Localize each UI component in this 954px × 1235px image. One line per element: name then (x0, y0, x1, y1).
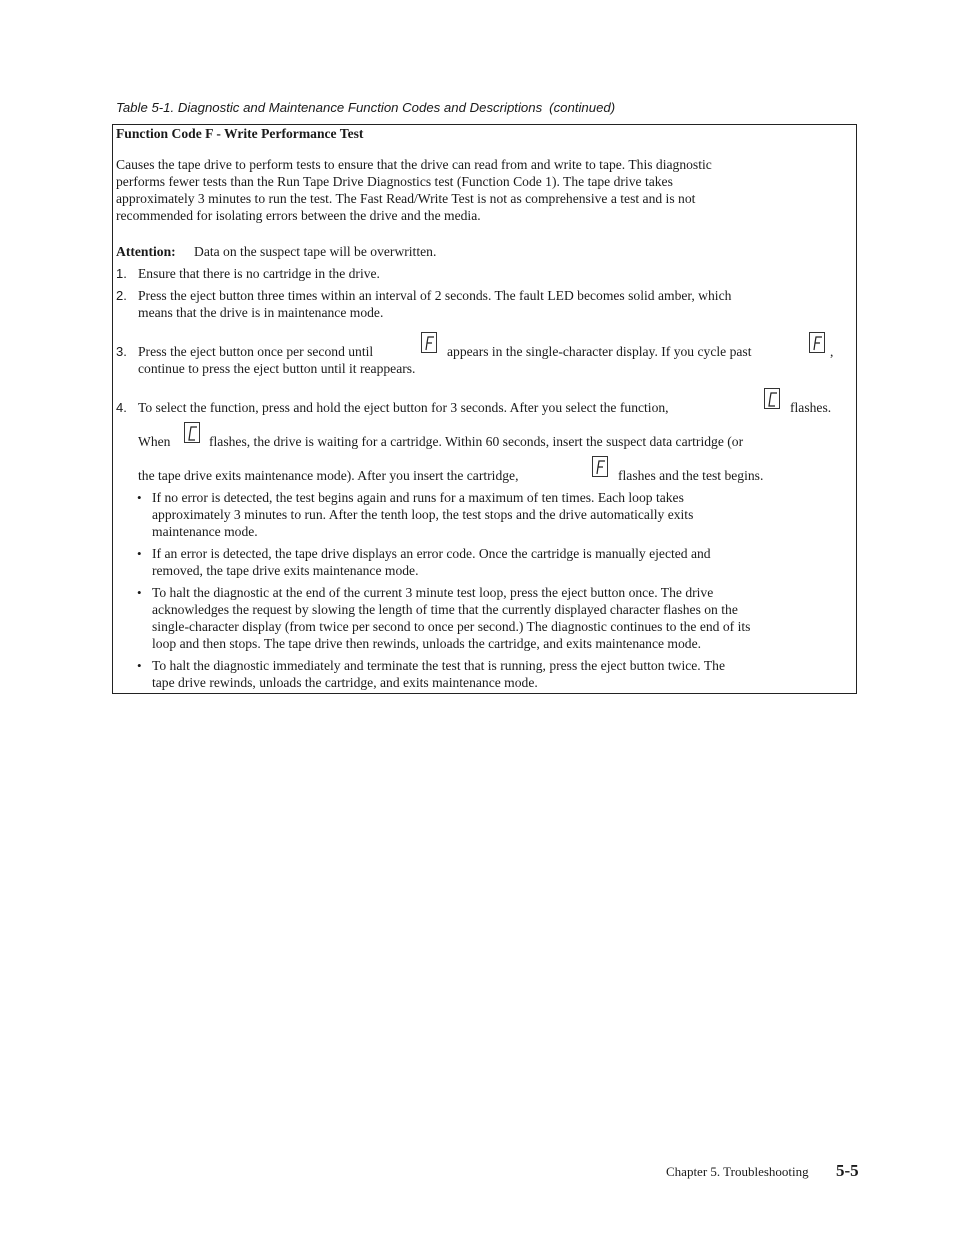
display-f-icon (421, 332, 437, 353)
step-number: 1. (116, 266, 127, 281)
bullet-text: loop and then stops. The tape drive then rewinds, unloads the cartridge, and exits maintenance mode. (152, 636, 702, 651)
step-text: When (138, 434, 171, 449)
caption-label: Table 5-1. Diagnostic and Maintenance Function Codes and Descriptions (116, 100, 543, 115)
intro-line: performs fewer tests than the Run Tape Drive Diagnostics test (Function Code 1). The tape drive takes (116, 174, 673, 189)
step-text: appears in the single-character display. If you cycle past (447, 344, 752, 359)
step-number: 4. (116, 400, 127, 415)
display-f-icon (592, 456, 608, 477)
intro-line: recommended for isolating errors between the drive and the media. (116, 208, 481, 223)
bullet-mark: • (137, 546, 142, 561)
caption-continued: (continued) (549, 100, 616, 115)
bullet-mark: • (137, 490, 142, 505)
bullet-text: removed, the tape drive exits maintenance mode. (152, 563, 419, 578)
step-text: continue to press the eject button until it reappears. (138, 361, 416, 376)
bullet-text: To halt the diagnostic at the end of the current 3 minute test loop, press the eject button once. The drive (152, 585, 714, 600)
step-number: 3. (116, 344, 127, 359)
bullet-mark: • (137, 658, 142, 673)
attention-text: Data on the suspect tape will be overwritten. (194, 244, 437, 259)
step-text: Press the eject button three times within an interval of 2 seconds. The fault LED becomes solid amber, which (138, 288, 732, 303)
step-text: flashes, the drive is waiting for a cartridge. Within 60 seconds, insert the suspect data cartridge (or (209, 434, 744, 449)
intro-line: Causes the tape drive to perform tests to ensure that the drive can read from and write to tape. This diagnostic (116, 157, 712, 172)
display-c-icon (764, 388, 780, 409)
bullet-mark: • (137, 585, 142, 600)
bullet-text: approximately 3 minutes to run. After the tenth loop, the test stops and the drive automatically exits (152, 507, 694, 522)
step-text: the tape drive exits maintenance mode). After you insert the cartridge, (138, 468, 519, 483)
bullet-text: acknowledges the request by slowing the length of time that the currently displayed character flashes on the (152, 602, 738, 617)
bullet-text: maintenance mode. (152, 524, 258, 539)
intro-line: approximately 3 minutes to run the test. The Fast Read/Write Test is not as comprehensive a test and is not (116, 191, 696, 206)
page-number: 5-5 (836, 1161, 859, 1180)
attention-label: Attention: (116, 244, 176, 259)
step-text: Ensure that there is no cartridge in the drive. (138, 266, 380, 281)
step-number: 2. (116, 288, 127, 303)
display-f-icon (809, 332, 825, 353)
step-text: flashes and the test begins. (618, 468, 764, 483)
bullet-text: tape drive rewinds, unloads the cartridge, and exits maintenance mode. (152, 675, 538, 690)
step-text: Press the eject button once per second until (138, 344, 374, 359)
bullet-text: To halt the diagnostic immediately and terminate the test that is running, press the eject button twice. The (152, 658, 725, 673)
step-text: To select the function, press and hold the eject button for 3 seconds. After you select the function, (138, 400, 669, 415)
bullet-text: If an error is detected, the tape drive displays an error code. Once the cartridge is manually ejected and (152, 546, 711, 561)
step-text: means that the drive is in maintenance mode. (138, 305, 384, 320)
footer-chapter: Chapter 5. Troubleshooting (666, 1164, 809, 1179)
step-text: , (830, 344, 834, 359)
section-heading: Function Code F - Write Performance Test (116, 126, 364, 141)
step-text: flashes. (790, 400, 832, 415)
display-c-icon (184, 422, 200, 443)
table-caption (116, 100, 615, 115)
bullet-text: single-character display (from twice per second to once per second.) The diagnostic continues to the end of its (152, 619, 751, 634)
bullet-text: If no error is detected, the test begins again and runs for a maximum of ten times. Each loop takes (152, 490, 684, 505)
